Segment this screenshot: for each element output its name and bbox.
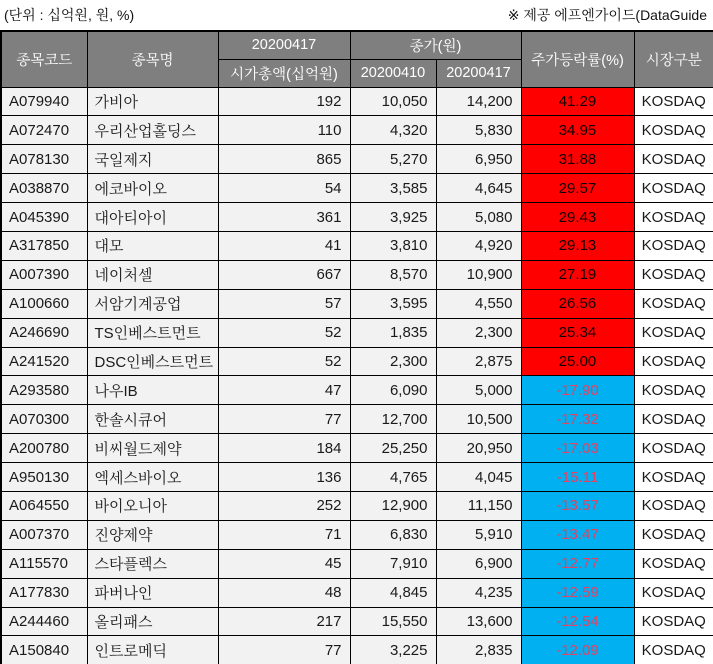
cell-close-0417: 4,645 <box>436 174 521 203</box>
cell-close-0410: 7,910 <box>350 549 436 578</box>
table-header <box>1 31 713 87</box>
cell-stock-code: A007390 <box>1 260 87 289</box>
cell-stock-name: 가비아 <box>87 87 218 116</box>
table-row <box>1 260 713 289</box>
cell-market-cap: 41 <box>218 231 350 260</box>
cell-market-cap: 184 <box>218 434 350 463</box>
cell-close-0417: 20,950 <box>436 434 521 463</box>
cell-stock-code: A078130 <box>1 145 87 174</box>
table-row <box>1 145 713 174</box>
cell-close-0410: 12,700 <box>350 405 436 434</box>
cell-stock-name: 진양제약 <box>87 520 218 549</box>
cell-market: KOSDAQ <box>634 318 713 347</box>
table-row <box>1 289 713 318</box>
cell-stock-code: A246690 <box>1 318 87 347</box>
cell-market: KOSDAQ <box>634 174 713 203</box>
cell-close-0410: 3,925 <box>350 203 436 232</box>
table-row <box>1 87 713 116</box>
cell-stock-code: A950130 <box>1 463 87 492</box>
cell-close-0410: 3,810 <box>350 231 436 260</box>
cell-stock-name: TS인베스트먼트 <box>87 318 218 347</box>
cell-stock-name: 스타플렉스 <box>87 549 218 578</box>
table-row <box>1 203 713 232</box>
cell-change-rate: -13.57 <box>521 491 634 520</box>
cell-stock-name: 인트로메딕 <box>87 636 218 664</box>
cell-change-rate: -17.32 <box>521 405 634 434</box>
cell-market: KOSDAQ <box>634 203 713 232</box>
cell-market: KOSDAQ <box>634 145 713 174</box>
unit-label: (단위 : 십억원, 원, %) <box>4 7 135 23</box>
header-market-cap: 시가총액(십억원) <box>218 59 350 87</box>
cell-stock-code: A070300 <box>1 405 87 434</box>
cell-stock-code: A200780 <box>1 434 87 463</box>
cell-stock-code: A150840 <box>1 636 87 664</box>
cell-change-rate: 26.56 <box>521 289 634 318</box>
cell-market: KOSDAQ <box>634 491 713 520</box>
cell-market-cap: 136 <box>218 463 350 492</box>
cell-close-0410: 3,585 <box>350 174 436 203</box>
cell-change-rate: -17.03 <box>521 434 634 463</box>
cell-stock-code: A317850 <box>1 231 87 260</box>
cell-stock-code: A064550 <box>1 491 87 520</box>
cell-market-cap: 252 <box>218 491 350 520</box>
cell-market-cap: 77 <box>218 405 350 434</box>
cell-stock-name: 한솔시큐어 <box>87 405 218 434</box>
cell-stock-code: A045390 <box>1 203 87 232</box>
cell-close-0417: 5,910 <box>436 520 521 549</box>
cell-stock-name: 네이처셀 <box>87 260 218 289</box>
cell-change-rate: -12.59 <box>521 578 634 607</box>
cell-market-cap: 54 <box>218 174 350 203</box>
cell-change-rate: 29.13 <box>521 231 634 260</box>
source-label: ※ 제공 에프엔가이드(DataGuide <box>507 7 707 23</box>
cell-market-cap: 45 <box>218 549 350 578</box>
cell-stock-name: 우리산업홀딩스 <box>87 116 218 145</box>
cell-stock-name: 올리패스 <box>87 607 218 636</box>
table-row <box>1 231 713 260</box>
header-row-1 <box>1 31 713 59</box>
cell-close-0417: 4,235 <box>436 578 521 607</box>
header-market: 시장구분 <box>634 31 713 87</box>
cell-close-0410: 6,090 <box>350 376 436 405</box>
header-cap-date: 20200417 <box>218 31 350 59</box>
cell-close-0410: 12,900 <box>350 491 436 520</box>
cell-stock-name: DSC인베스트먼트 <box>87 347 218 376</box>
cell-market-cap: 361 <box>218 203 350 232</box>
table-row <box>1 116 713 145</box>
table-row <box>1 463 713 492</box>
table-row <box>1 607 713 636</box>
cell-change-rate: -12.54 <box>521 607 634 636</box>
cell-market: KOSDAQ <box>634 87 713 116</box>
cell-market: KOSDAQ <box>634 116 713 145</box>
header-close-date-1: 20200410 <box>350 59 436 87</box>
cell-close-0417: 5,830 <box>436 116 521 145</box>
cell-market: KOSDAQ <box>634 347 713 376</box>
table-row <box>1 405 713 434</box>
cell-stock-code: A244460 <box>1 607 87 636</box>
cell-close-0410: 3,595 <box>350 289 436 318</box>
table-caption-bar <box>0 0 713 30</box>
table-row <box>1 174 713 203</box>
cell-close-0410: 10,050 <box>350 87 436 116</box>
cell-market: KOSDAQ <box>634 434 713 463</box>
cell-close-0417: 4,550 <box>436 289 521 318</box>
cell-market: KOSDAQ <box>634 376 713 405</box>
cell-stock-code: A100660 <box>1 289 87 318</box>
cell-market-cap: 71 <box>218 520 350 549</box>
cell-market-cap: 217 <box>218 607 350 636</box>
cell-market-cap: 77 <box>218 636 350 664</box>
cell-stock-name: 파버나인 <box>87 578 218 607</box>
cell-market-cap: 667 <box>218 260 350 289</box>
cell-close-0410: 2,300 <box>350 347 436 376</box>
cell-change-rate: 34.95 <box>521 116 634 145</box>
table-row <box>1 578 713 607</box>
cell-close-0417: 2,300 <box>436 318 521 347</box>
cell-market-cap: 57 <box>218 289 350 318</box>
cell-close-0417: 2,835 <box>436 636 521 664</box>
cell-change-rate: -12.77 <box>521 549 634 578</box>
cell-market: KOSDAQ <box>634 520 713 549</box>
cell-change-rate: -12.09 <box>521 636 634 664</box>
cell-market: KOSDAQ <box>634 607 713 636</box>
table-body <box>1 87 713 664</box>
cell-close-0417: 11,150 <box>436 491 521 520</box>
cell-market: KOSDAQ <box>634 636 713 664</box>
cell-stock-code: A293580 <box>1 376 87 405</box>
cell-change-rate: -17.90 <box>521 376 634 405</box>
stock-price-table <box>0 30 713 664</box>
cell-close-0417: 2,875 <box>436 347 521 376</box>
cell-close-0410: 8,570 <box>350 260 436 289</box>
cell-close-0410: 1,835 <box>350 318 436 347</box>
cell-close-0417: 6,900 <box>436 549 521 578</box>
cell-stock-name: 엑세스바이오 <box>87 463 218 492</box>
table-row <box>1 318 713 347</box>
cell-change-rate: 29.57 <box>521 174 634 203</box>
cell-close-0410: 4,845 <box>350 578 436 607</box>
cell-market-cap: 865 <box>218 145 350 174</box>
cell-close-0417: 10,900 <box>436 260 521 289</box>
cell-close-0417: 5,000 <box>436 376 521 405</box>
table-row <box>1 549 713 578</box>
cell-change-rate: 25.00 <box>521 347 634 376</box>
cell-close-0417: 14,200 <box>436 87 521 116</box>
cell-stock-code: A177830 <box>1 578 87 607</box>
cell-close-0410: 3,225 <box>350 636 436 664</box>
cell-change-rate: -13.47 <box>521 520 634 549</box>
cell-market-cap: 52 <box>218 347 350 376</box>
cell-close-0410: 4,320 <box>350 116 436 145</box>
cell-stock-code: A115570 <box>1 549 87 578</box>
cell-stock-name: 에코바이오 <box>87 174 218 203</box>
cell-close-0417: 13,600 <box>436 607 521 636</box>
cell-close-0417: 6,950 <box>436 145 521 174</box>
cell-change-rate: 41.29 <box>521 87 634 116</box>
cell-stock-name: 비씨월드제약 <box>87 434 218 463</box>
cell-stock-code: A007370 <box>1 520 87 549</box>
cell-market-cap: 110 <box>218 116 350 145</box>
cell-stock-name: 국일제지 <box>87 145 218 174</box>
cell-market-cap: 52 <box>218 318 350 347</box>
cell-stock-name: 대아티아이 <box>87 203 218 232</box>
header-close-group: 종가(원) <box>350 31 521 59</box>
cell-close-0417: 4,920 <box>436 231 521 260</box>
cell-stock-name: 바이오니아 <box>87 491 218 520</box>
cell-market: KOSDAQ <box>634 463 713 492</box>
cell-stock-code: A079940 <box>1 87 87 116</box>
header-change-rate: 주가등락률(%) <box>521 31 634 87</box>
cell-stock-name: 대모 <box>87 231 218 260</box>
cell-market: KOSDAQ <box>634 260 713 289</box>
table-row <box>1 636 713 664</box>
cell-close-0417: 4,045 <box>436 463 521 492</box>
cell-market-cap: 48 <box>218 578 350 607</box>
header-stock-name: 종목명 <box>87 31 218 87</box>
cell-close-0410: 5,270 <box>350 145 436 174</box>
cell-market: KOSDAQ <box>634 578 713 607</box>
cell-close-0410: 6,830 <box>350 520 436 549</box>
table-row <box>1 520 713 549</box>
table-row <box>1 347 713 376</box>
cell-change-rate: 27.19 <box>521 260 634 289</box>
table-row <box>1 434 713 463</box>
cell-change-rate: 25.34 <box>521 318 634 347</box>
cell-close-0410: 4,765 <box>350 463 436 492</box>
header-stock-code: 종목코드 <box>1 31 87 87</box>
cell-market: KOSDAQ <box>634 549 713 578</box>
cell-close-0417: 10,500 <box>436 405 521 434</box>
cell-market: KOSDAQ <box>634 405 713 434</box>
cell-market: KOSDAQ <box>634 289 713 318</box>
cell-stock-code: A038870 <box>1 174 87 203</box>
cell-market-cap: 192 <box>218 87 350 116</box>
cell-stock-name: 서암기계공업 <box>87 289 218 318</box>
cell-market: KOSDAQ <box>634 231 713 260</box>
table-row <box>1 376 713 405</box>
cell-close-0417: 5,080 <box>436 203 521 232</box>
cell-change-rate: -15.11 <box>521 463 634 492</box>
cell-close-0410: 15,550 <box>350 607 436 636</box>
header-close-date-2: 20200417 <box>436 59 521 87</box>
cell-change-rate: 31.88 <box>521 145 634 174</box>
cell-close-0410: 25,250 <box>350 434 436 463</box>
cell-stock-name: 나우IB <box>87 376 218 405</box>
table-row <box>1 491 713 520</box>
cell-stock-code: A072470 <box>1 116 87 145</box>
cell-change-rate: 29.43 <box>521 203 634 232</box>
cell-stock-code: A241520 <box>1 347 87 376</box>
cell-market-cap: 47 <box>218 376 350 405</box>
